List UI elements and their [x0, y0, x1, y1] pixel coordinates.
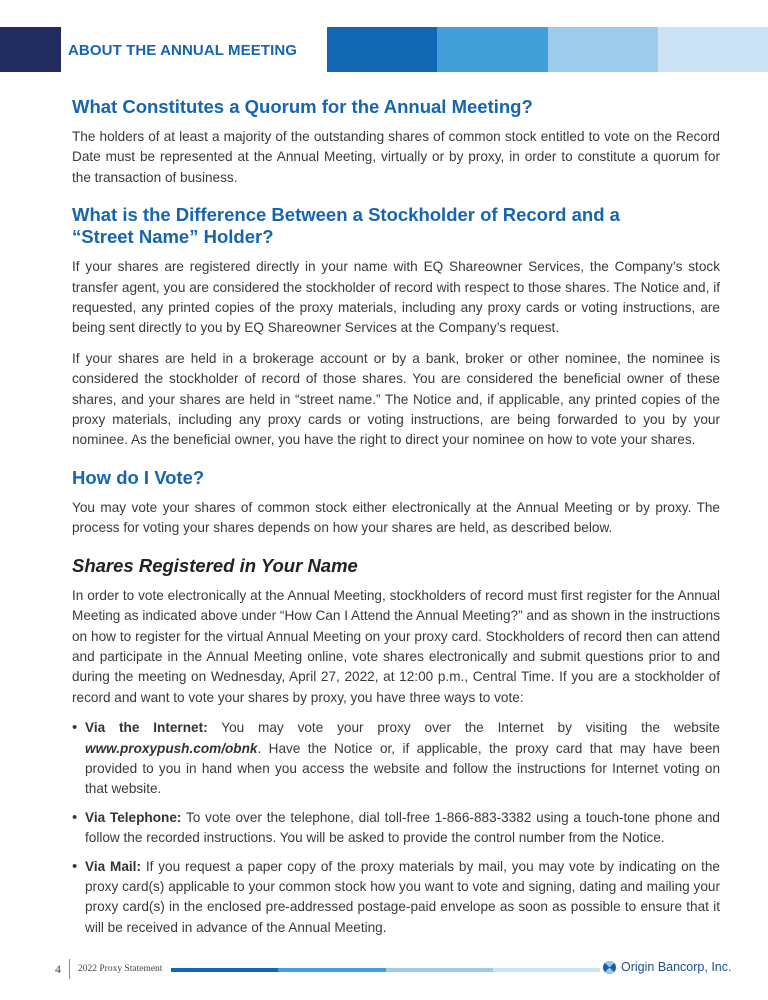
paragraph: In order to vote electronically at the Annual Meeting, stockholders of record must first register for the Annual Meeting as indicated above under “How Can I Attend the Annual Meeting?” and as shown in the instructions on how to register for the virtual Annual Meeting on your proxy card. Stockholders of record then can attend and participate in the Annual Meeting online, vote shares electronically and submit questions prior to and during the meeting on Wednesday, April 27, 2022, at 12:00 p.m., Central Time. If you are a stockholder of record and want to vote your shares by proxy, you have three ways to vote:	[72, 587, 720, 705]
bullet-icon: •	[72, 808, 78, 826]
footer-bar-1	[171, 968, 278, 972]
bullet-icon: •	[72, 719, 78, 737]
section-how-to-vote	[72, 467, 720, 539]
heading-line-2: “Street Name” Holder?	[72, 226, 274, 248]
page-number: 4	[55, 962, 61, 976]
bullet-label: Via Telephone:	[85, 809, 182, 825]
page-footer	[0, 958, 768, 982]
website-link[interactable]: www.proxypush.com/obnk	[85, 740, 258, 756]
header-bar-1	[327, 27, 437, 72]
header-navy-block	[0, 27, 61, 72]
page-content	[72, 96, 720, 954]
bullet-text: . Have the Notice or, if applicable, the proxy card that may have been provided to you in hand when you access the website and follow the instructions for Internet voting on that website.	[85, 740, 720, 797]
heading-how-to-vote: How do I Vote?	[72, 466, 205, 488]
bullet-text: If you request a paper copy of the proxy materials by mail, you may vote by indicating on the proxy card(s) applicable to your common stock how you want to vote and signing, dating and mailing your proxy card(s) in the enclosed pre-addressed postage-paid envelope as soon as possible to ensure that it will be received in advance of the Annual Meeting.	[85, 858, 720, 935]
section-title: ABOUT THE ANNUAL MEETING	[68, 42, 298, 59]
subheading-registered-shares: Shares Registered in Your Name	[72, 554, 358, 576]
header-bar-4	[658, 27, 768, 72]
heading-line-1: What is the Difference Between a Stockholder of Record and a	[72, 204, 620, 226]
heading-quorum: What Constitutes a Quorum for the Annual Meeting?	[72, 96, 533, 117]
origin-logo-icon	[603, 961, 616, 974]
bullet-icon: •	[72, 857, 78, 875]
paragraph: If your shares are registered directly in your name with EQ Shareowner Services, the Company’s stock transfer agent, you are considered the stockholder of record with respect to those shares. The Notice and, if requested, any printed copies of the proxy materials, including any proxy cards or voting instructions, are being sent directly to you by EQ Shareowner Services at the Company’s request.	[72, 259, 720, 336]
section-registered-shares	[72, 555, 720, 939]
section-quorum	[72, 96, 720, 188]
section-record-vs-street	[72, 204, 720, 451]
bullet-text: You may vote your proxy over the Internet by visiting the website	[207, 720, 720, 736]
bullet-label: Via the Internet:	[85, 720, 208, 736]
paragraph: If your shares are held in a brokerage account or by a bank, broker or other nominee, the nominee is considered the stockholder of record of those shares. You are considered the beneficial owner of these shares, and your shares are held in “street name.” The Notice and, if applicable, any printed copies of the proxy materials, including any proxy cards or voting instructions, are being forwarded to you by your nominee. As the beneficial owner, you have the right to direct your nominee on how to vote your shares.	[72, 350, 720, 448]
paragraph: The holders of at least a majority of the outstanding shares of common stock entitled to vote on the Record Date must be represented at the Annual Meeting, virtually or by proxy, in order to constitute a quorum for the transaction of business.	[72, 129, 720, 185]
header-bar-2	[437, 27, 547, 72]
company-name: Origin Bancorp, Inc.	[621, 960, 732, 974]
list-item-telephone	[72, 808, 720, 849]
voting-methods-list	[72, 718, 720, 938]
header-bar-3	[548, 27, 658, 72]
paragraph: You may vote your shares of common stock either electronically at the Annual Meeting or by proxy. The process for voting your shares depends on how your shares are held, as described below.	[72, 499, 720, 536]
list-item-internet	[72, 718, 720, 800]
footer-bar-4	[493, 968, 600, 972]
footer-bar-3	[386, 968, 493, 972]
footer-divider	[69, 959, 70, 979]
heading-record-vs-street	[72, 204, 720, 248]
document-title: 2022 Proxy Statement	[78, 964, 163, 974]
bullet-text: To vote over the telephone, dial toll-free 1-866-883-3382 using a touch-tone phone and follow the recorded instructions. You will be asked to provide the control number from the Notice.	[85, 809, 720, 846]
header-color-bars	[327, 27, 768, 72]
list-item-mail	[72, 857, 720, 939]
footer-bar-2	[278, 968, 385, 972]
footer-color-bars	[171, 968, 600, 972]
company-logo	[603, 960, 731, 974]
bullet-label: Via Mail:	[85, 858, 141, 874]
